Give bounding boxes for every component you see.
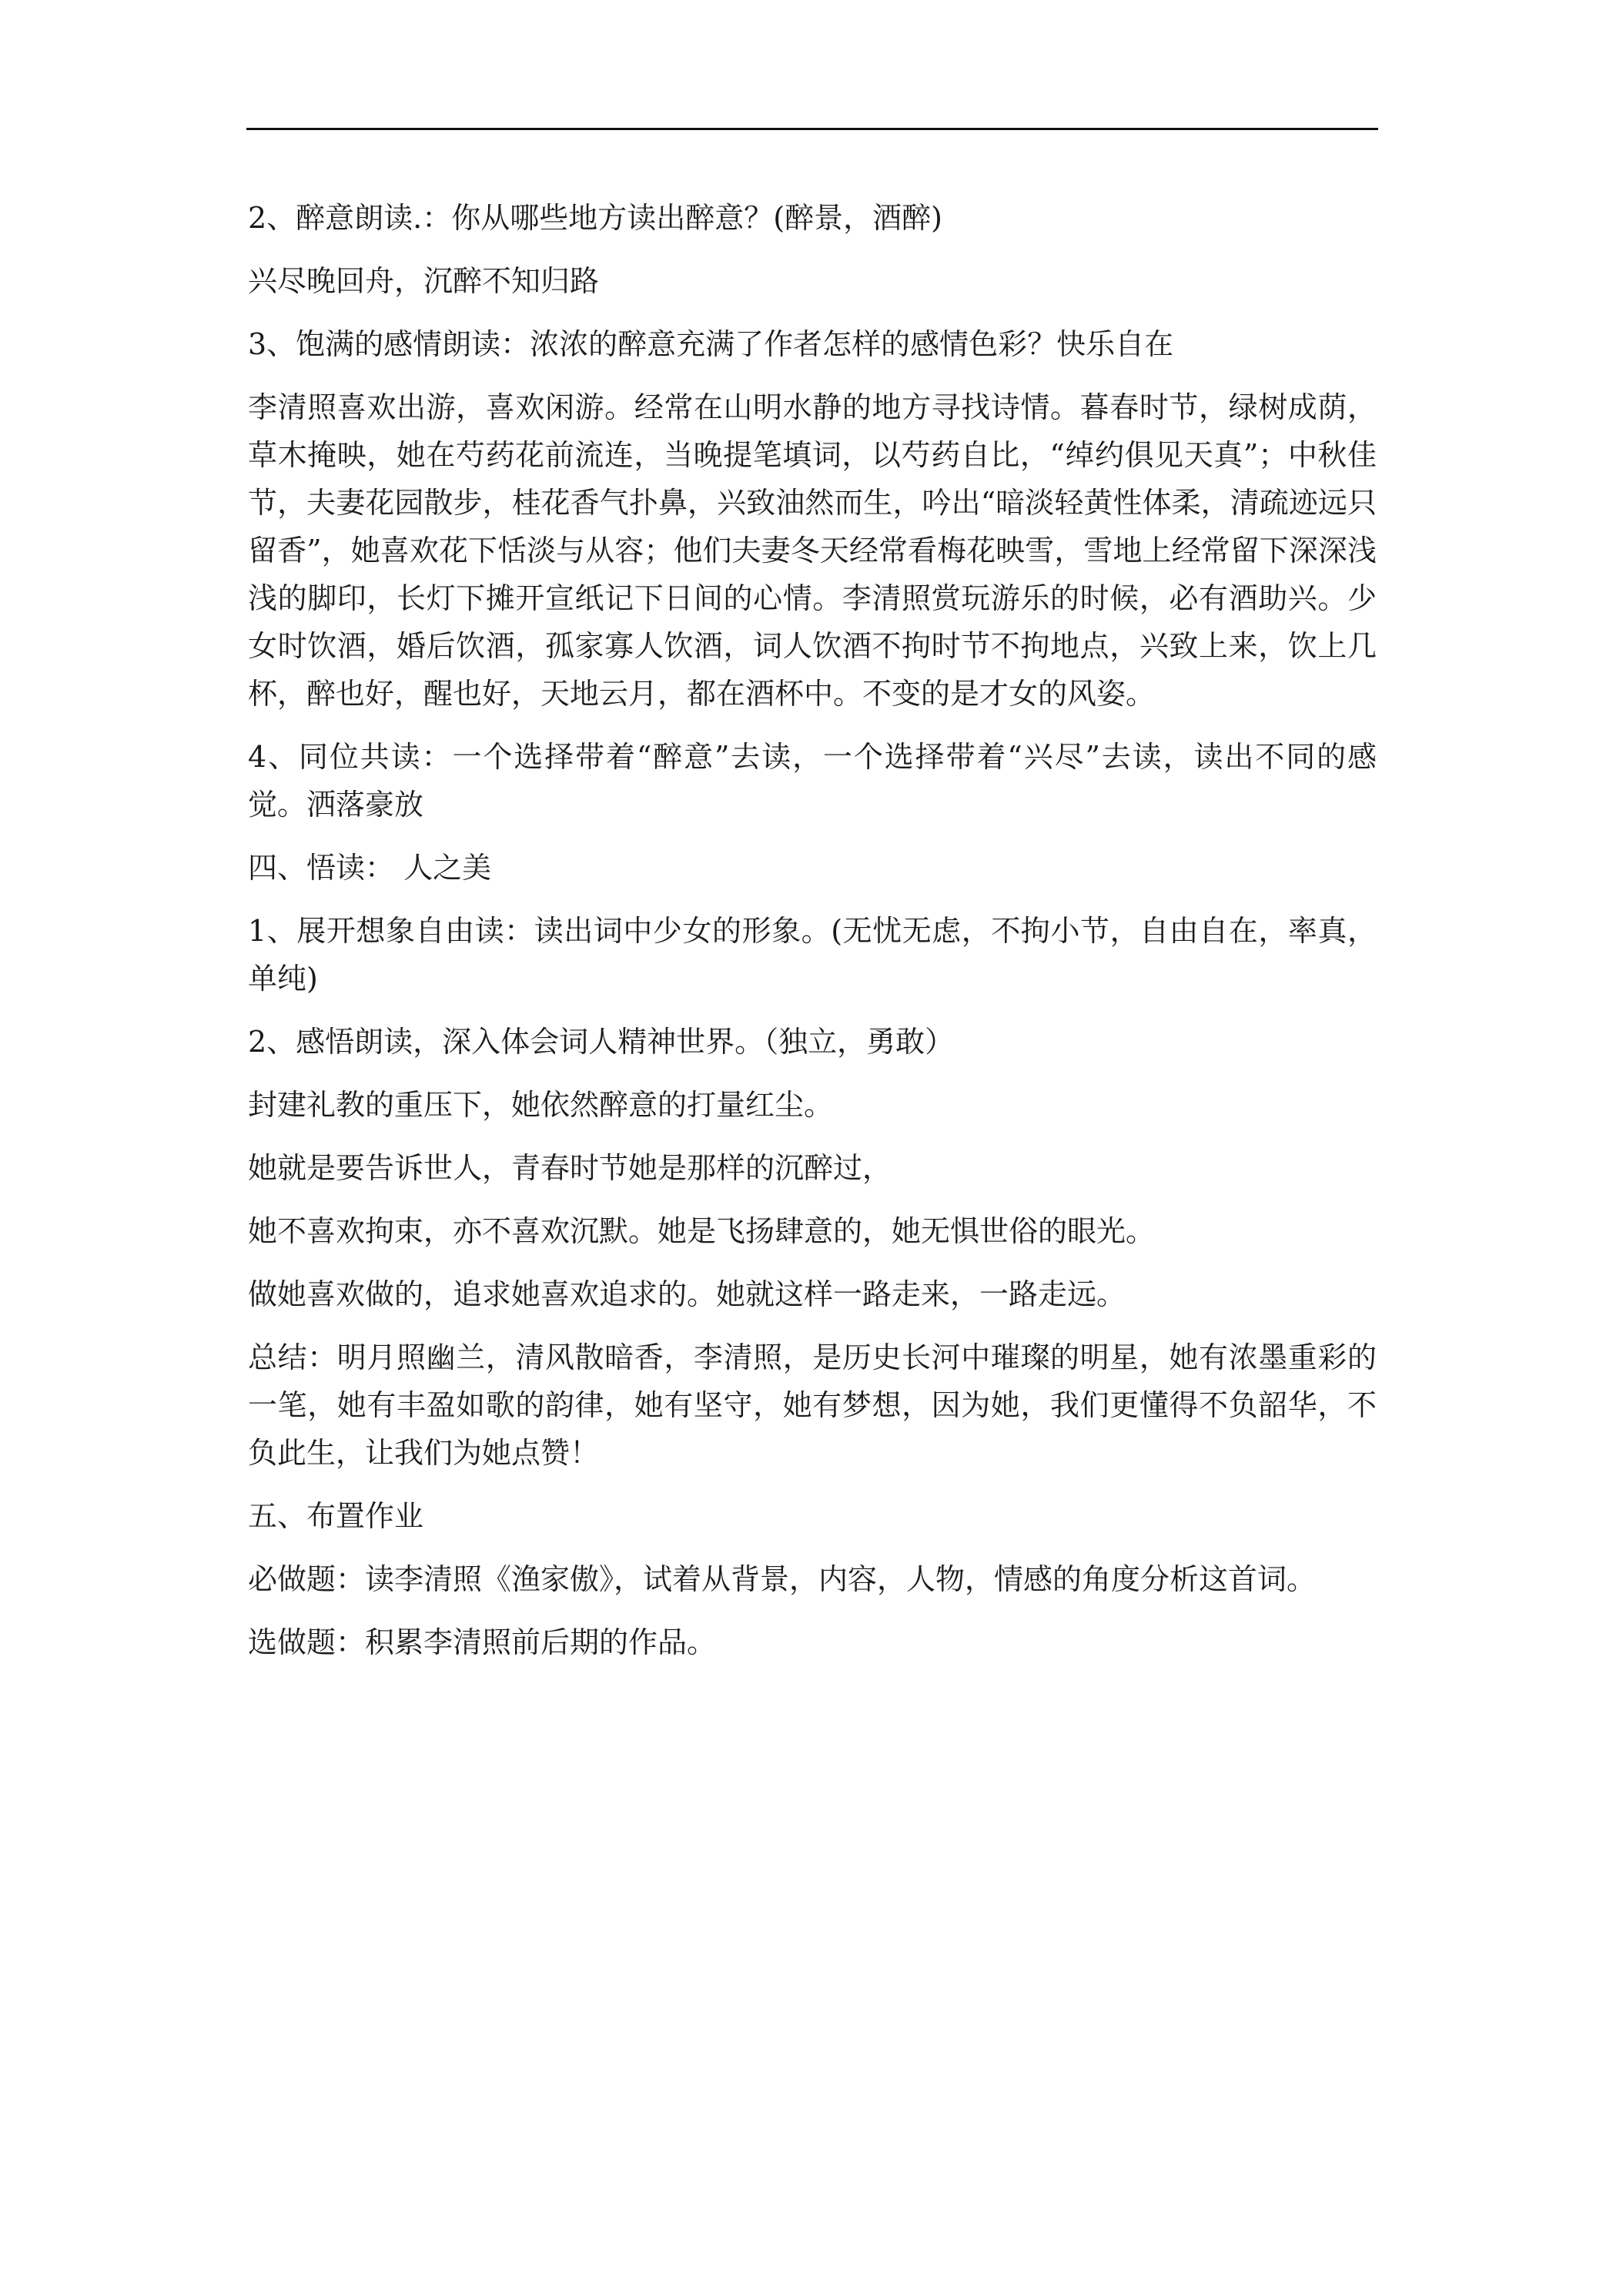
paragraph-background: 李清照喜欢出游，喜欢闲游。经常在山明水静的地方寻找诗情。暮春时节，绿树成荫，草木掩映，她在芍药花前流连，当晚提笔填词，以芍药自比，“绰约俱见天真”；中秋佳节，夫妻花园散步，桂花香气扑鼻，兴致油然而生，吟出“暗淡轻黄性体柔，清疏迹远只留香”，她喜欢花下恬淡与从容；他们夫妻冬天经常看梅花映雪，雪地上经常留下深深浅浅的脚印，长灯下摊开宣纸记下日间的心情。李清照赏玩游乐的时候，必有酒助兴。少女时饮酒，婚后饮酒，孤家寡人饮酒，词人饮酒不拘时节不拘地点，兴致上来，饮上几杯，醉也好，醒也好，天地云月，都在酒杯中。不变的是才女的风姿。 [248, 390, 1377, 711]
paragraph-optional-homework: 选做题：积累李清照前后期的作品。 [248, 1625, 717, 1659]
paragraph-imagine-reading: 1、展开想象自由读：读出词中少女的形象。(无忧无虑，不拘小节，自由自在，率真，单纯) [248, 914, 1377, 996]
paragraph-step-2: 2、醉意朗读.：你从哪些地方读出醉意？(醉景，酒醉) [248, 201, 942, 235]
paragraph-line-2: 她就是要告诉世人，青春时节她是那样的沉醉过， [248, 1151, 892, 1185]
paragraph-step-4: 4、同位共读：一个选择带着“醉意”去读，一个选择带着“兴尽”去读，读出不同的感觉。洒落豪放 [248, 740, 1377, 822]
paragraph-step-3: 3、饱满的感情朗读：浓浓的醉意充满了作者怎样的感情色彩？快乐自在 [248, 327, 1174, 361]
paragraph-line-3: 她不喜欢拘束，亦不喜欢沉默。她是飞扬肆意的，她无惧世俗的眼光。 [248, 1214, 1156, 1248]
paragraph-perception-reading: 2、感悟朗读，深入体会词人精神世界。（独立，勇敢） [248, 1025, 955, 1059]
header-rule [246, 128, 1378, 130]
paragraph-line-4: 做她喜欢做的，追求她喜欢追求的。她就这样一路走来，一路走远。 [248, 1277, 1126, 1311]
paragraph-required-homework: 必做题：读李清照《渔家傲》，试着从背景，内容，人物，情感的角度分析这首词。 [248, 1562, 1317, 1596]
section-heading-5: 五、布置作业 [248, 1499, 424, 1533]
paragraph-summary: 总结：明月照幽兰，清风散暗香，李清照，是历史长河中璀璨的明星，她有浓墨重彩的一笔，她有丰盈如歌的韵律，她有坚守，她有梦想，因为她，我们更懂得不负韶华，不负此生，让我们为她点赞！ [248, 1340, 1377, 1470]
paragraph-quote-line: 兴尽晚回舟，沉醉不知归路 [248, 264, 600, 298]
section-heading-4: 四、悟读： 人之美 [248, 851, 492, 885]
paragraph-line-1: 封建礼教的重压下，她依然醉意的打量红尘。 [248, 1088, 834, 1122]
document-body [248, 194, 1377, 1682]
